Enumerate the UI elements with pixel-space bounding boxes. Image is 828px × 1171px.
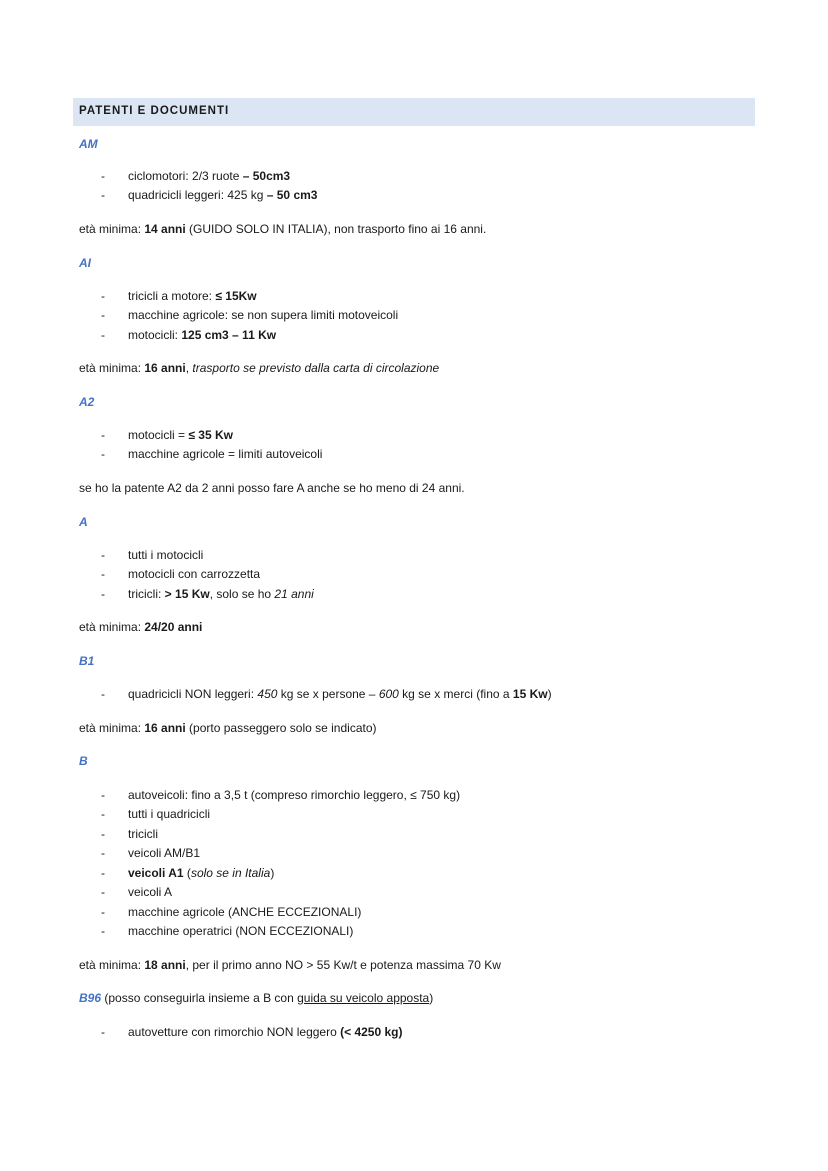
note-am: età minima: 14 anni (GUIDO SOLO IN ITALIA), non trasporto fino ai 16 anni. — [79, 222, 487, 236]
bullet-dash: - — [101, 924, 105, 938]
list-item-text: autovetture con rimorchio NON leggero (< 4250 kg) — [128, 1025, 403, 1039]
bullet-dash: - — [101, 846, 105, 860]
bullet-dash: - — [101, 807, 105, 821]
list-item-text: veicoli A1 (solo se in Italia) — [128, 866, 275, 880]
note-a: età minima: 24/20 anni — [79, 620, 203, 634]
note-a2: se ho la patente A2 da 2 anni posso fare A anche se ho meno di 24 anni. — [79, 481, 465, 495]
bullet-dash: - — [101, 885, 105, 899]
list-item-text: macchine agricole: se non supera limiti motoveicoli — [128, 308, 399, 322]
heading-b1: B1 — [79, 654, 95, 668]
note-b: età minima: 18 anni, per il primo anno NO > 55 Kw/t e potenza massima 70 Kw — [79, 958, 501, 972]
heading-b: B — [79, 754, 88, 768]
list-item-text: ciclomotori: 2/3 ruote – 50cm3 — [128, 169, 291, 183]
list-item-text: tutti i quadricicli — [128, 807, 211, 821]
list-item-text: veicoli A — [128, 885, 173, 899]
list-item-text: motocicli: 125 cm3 – 11 Kw — [128, 328, 277, 342]
bullet-dash: - — [101, 548, 105, 562]
list-item-text: macchine agricole (ANCHE ECCEZIONALI) — [128, 905, 362, 919]
list-item-text: autoveicoli: fino a 3,5 t (compreso rimorchio leggero, ≤ 750 kg) — [128, 788, 461, 802]
list-item-text: quadricicli NON leggeri: 450 kg se x persone – 600 kg se x merci (fino a 15 Kw) — [128, 687, 552, 701]
bullet-dash: - — [101, 788, 105, 802]
bullet-dash: - — [101, 1025, 105, 1039]
bullet-dash: - — [101, 567, 105, 581]
bullet-dash: - — [101, 328, 105, 342]
list-item-text: macchine agricole = limiti autoveicoli — [128, 447, 323, 461]
section-title: PATENTI E DOCUMENTI — [79, 105, 230, 117]
bullet-dash: - — [101, 827, 105, 841]
heading-am: AM — [79, 137, 98, 151]
heading-b96-line: B96 (posso conseguirla insieme a B con guida su veicolo apposta) — [79, 991, 434, 1005]
note-a1: età minima: 16 anni, trasporto se previsto dalla carta di circolazione — [79, 361, 440, 375]
note-b1: età minima: 16 anni (porto passeggero solo se indicato) — [79, 721, 377, 735]
bullet-dash: - — [101, 308, 105, 322]
heading-a1: AI — [79, 256, 91, 270]
bullet-dash: - — [101, 289, 105, 303]
bullet-dash: - — [101, 687, 105, 701]
list-item-text: tricicli — [128, 827, 158, 841]
heading-a: A — [79, 515, 88, 529]
list-item-text: motocicli con carrozzetta — [128, 567, 261, 581]
list-item-text: motocicli = ≤ 35 Kw — [128, 428, 233, 442]
bullet-dash: - — [101, 447, 105, 461]
bullet-dash: - — [101, 428, 105, 442]
bullet-dash: - — [101, 169, 105, 183]
heading-b96: B96 — [79, 991, 102, 1005]
list-item-text: tricicli: > 15 Kw, solo se ho 21 anni — [128, 587, 314, 601]
bullet-dash: - — [101, 866, 105, 880]
heading-a2: A2 — [79, 395, 95, 409]
bullet-dash: - — [101, 905, 105, 919]
list-item-text: macchine operatrici (NON ECCEZIONALI) — [128, 924, 354, 938]
list-item-text: tricicli a motore: ≤ 15Kw — [128, 289, 257, 303]
section-title-bar — [73, 98, 755, 126]
list-item-text: tutti i motocicli — [128, 548, 204, 562]
list-item-text: veicoli AM/B1 — [128, 846, 201, 860]
bullet-dash: - — [101, 587, 105, 601]
list-item-text: quadricicli leggeri: 425 kg – 50 cm3 — [128, 188, 318, 202]
bullet-dash: - — [101, 188, 105, 202]
